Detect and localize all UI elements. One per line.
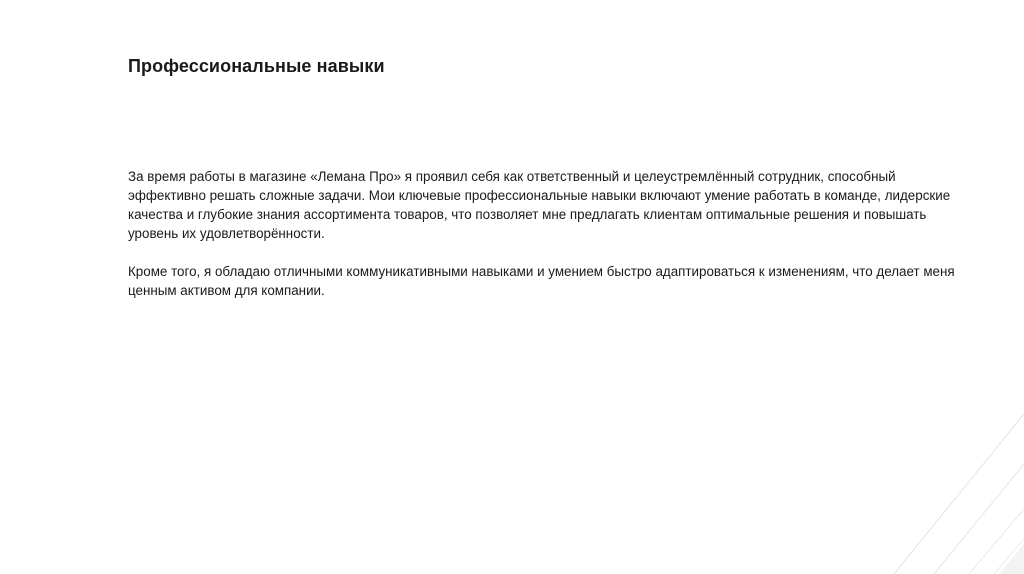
corner-decoration <box>894 414 1024 574</box>
slide-body <box>128 167 968 319</box>
slide-title: Профессиональные навыки <box>128 56 385 76</box>
body-paragraph: За время работы в магазине «Лемана Про» я проявил себя как ответственный и целеустремлённый сотрудник, способный эффективно решать сложные задачи. Мои ключевые профессиональные навыки включают умение работать в команде, лидерские качества и глубокие знания ассортимента товаров, что позволяет мне предлагать клиентам оптимальные решения и повышать уровень их удовлетворённости. <box>128 169 951 241</box>
body-paragraph: Кроме того, я обладаю отличными коммуникативными навыками и умением быстро адаптироваться к изменениям, что делает меня ценным активом для компании. <box>128 264 955 298</box>
